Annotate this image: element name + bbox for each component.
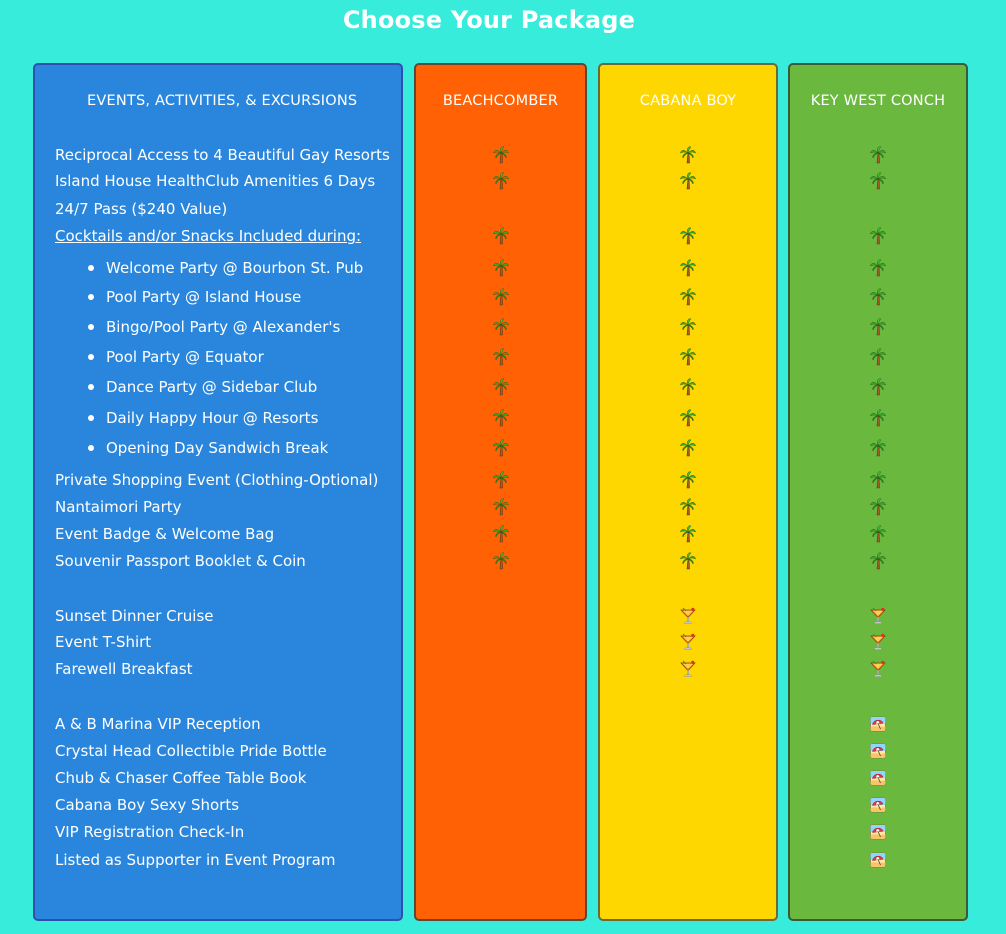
feature-label: Pool Party @ Equator xyxy=(106,348,264,366)
bullet-point xyxy=(88,324,94,330)
palm-tree-icon xyxy=(493,498,509,516)
beach-umbrella-icon xyxy=(870,796,886,814)
tropical-drink-icon xyxy=(680,633,696,651)
feature-label: A & B Marina VIP Reception xyxy=(55,715,261,733)
palm-tree-icon xyxy=(680,471,696,489)
palm-tree-icon xyxy=(870,227,886,245)
feature-label: Private Shopping Event (Clothing-Optional) xyxy=(55,471,379,489)
palm-tree-icon xyxy=(870,439,886,457)
tropical-drink-icon xyxy=(680,607,696,625)
feature-label: Island House HealthClub Amenities 6 Days xyxy=(55,172,376,190)
palm-tree-icon xyxy=(680,525,696,543)
cabana-boy-header: CABANA BOY xyxy=(639,93,737,109)
palm-tree-icon xyxy=(680,259,696,277)
palm-tree-icon xyxy=(493,409,509,427)
bullet-point xyxy=(88,265,94,271)
feature-label: Dance Party @ Sidebar Club xyxy=(106,378,318,396)
tropical-drink-icon xyxy=(870,633,886,651)
feature-label: Farewell Breakfast xyxy=(55,660,193,678)
bullet-point xyxy=(88,415,94,421)
palm-tree-icon xyxy=(870,471,886,489)
page-title: Choose Your Package xyxy=(342,6,636,34)
feature-label: Pool Party @ Island House xyxy=(106,288,302,306)
palm-tree-icon xyxy=(680,348,696,366)
palm-tree-icon xyxy=(680,288,696,306)
events-header: EVENTS, ACTIVITIES, & EXCURSIONS xyxy=(87,93,358,109)
palm-tree-icon xyxy=(870,409,886,427)
palm-tree-icon xyxy=(680,439,696,457)
palm-tree-icon xyxy=(870,498,886,516)
cabana-boy-column[interactable] xyxy=(598,63,778,921)
palm-tree-icon xyxy=(493,227,509,245)
feature-label: Nantaimori Party xyxy=(55,498,182,516)
feature-label: Opening Day Sandwich Break xyxy=(106,439,329,457)
feature-label: 24/7 Pass ($240 Value) xyxy=(55,200,228,218)
feature-label: Chub & Chaser Coffee Table Book xyxy=(55,769,307,787)
palm-tree-icon xyxy=(493,259,509,277)
palm-tree-icon xyxy=(680,318,696,336)
bullet-point xyxy=(88,294,94,300)
palm-tree-icon xyxy=(870,552,886,570)
key-west-conch-column[interactable] xyxy=(788,63,968,921)
feature-label: Reciprocal Access to 4 Beautiful Gay Resorts xyxy=(55,146,390,164)
feature-label: Bingo/Pool Party @ Alexander's xyxy=(106,318,341,336)
palm-tree-icon xyxy=(680,378,696,396)
beach-umbrella-icon xyxy=(870,715,886,733)
palm-tree-icon xyxy=(680,552,696,570)
bullet-point xyxy=(88,445,94,451)
beach-umbrella-icon xyxy=(870,823,886,841)
palm-tree-icon xyxy=(493,288,509,306)
beach-umbrella-icon xyxy=(870,851,886,869)
palm-tree-icon xyxy=(870,172,886,190)
beachcomber-header: BEACHCOMBER xyxy=(442,93,559,109)
tropical-drink-icon xyxy=(870,607,886,625)
palm-tree-icon xyxy=(680,146,696,164)
palm-tree-icon xyxy=(870,146,886,164)
bullet-point xyxy=(88,384,94,390)
beachcomber-column[interactable] xyxy=(414,63,587,921)
beach-umbrella-icon xyxy=(870,769,886,787)
feature-label: Welcome Party @ Bourbon St. Pub xyxy=(106,259,364,277)
bullet-point xyxy=(88,354,94,360)
palm-tree-icon xyxy=(680,227,696,245)
palm-tree-icon xyxy=(680,409,696,427)
tropical-drink-icon xyxy=(870,660,886,678)
feature-label: Event Badge & Welcome Bag xyxy=(55,525,275,543)
palm-tree-icon xyxy=(870,525,886,543)
tropical-drink-icon xyxy=(680,660,696,678)
palm-tree-icon xyxy=(493,172,509,190)
palm-tree-icon xyxy=(493,378,509,396)
beach-umbrella-icon xyxy=(870,742,886,760)
palm-tree-icon xyxy=(870,288,886,306)
palm-tree-icon xyxy=(493,439,509,457)
palm-tree-icon xyxy=(493,525,509,543)
palm-tree-icon xyxy=(870,378,886,396)
palm-tree-icon xyxy=(870,318,886,336)
feature-label: VIP Registration Check-In xyxy=(55,823,245,841)
feature-label: Sunset Dinner Cruise xyxy=(55,607,214,625)
palm-tree-icon xyxy=(870,259,886,277)
feature-label: Event T-Shirt xyxy=(55,633,152,651)
palm-tree-icon xyxy=(493,471,509,489)
feature-label: Crystal Head Collectible Pride Bottle xyxy=(55,742,327,760)
feature-label: Souvenir Passport Booklet & Coin xyxy=(55,552,306,570)
feature-label: Cabana Boy Sexy Shorts xyxy=(55,796,240,814)
palm-tree-icon xyxy=(493,552,509,570)
events-column xyxy=(33,63,403,921)
feature-label: Listed as Supporter in Event Program xyxy=(55,851,336,869)
palm-tree-icon xyxy=(493,146,509,164)
feature-label: Cocktails and/or Snacks Included during: xyxy=(55,227,362,245)
palm-tree-icon xyxy=(493,348,509,366)
palm-tree-icon xyxy=(870,348,886,366)
feature-label: Daily Happy Hour @ Resorts xyxy=(106,409,319,427)
palm-tree-icon xyxy=(680,498,696,516)
key-west-conch-header: KEY WEST CONCH xyxy=(810,93,946,109)
palm-tree-icon xyxy=(680,172,696,190)
palm-tree-icon xyxy=(493,318,509,336)
